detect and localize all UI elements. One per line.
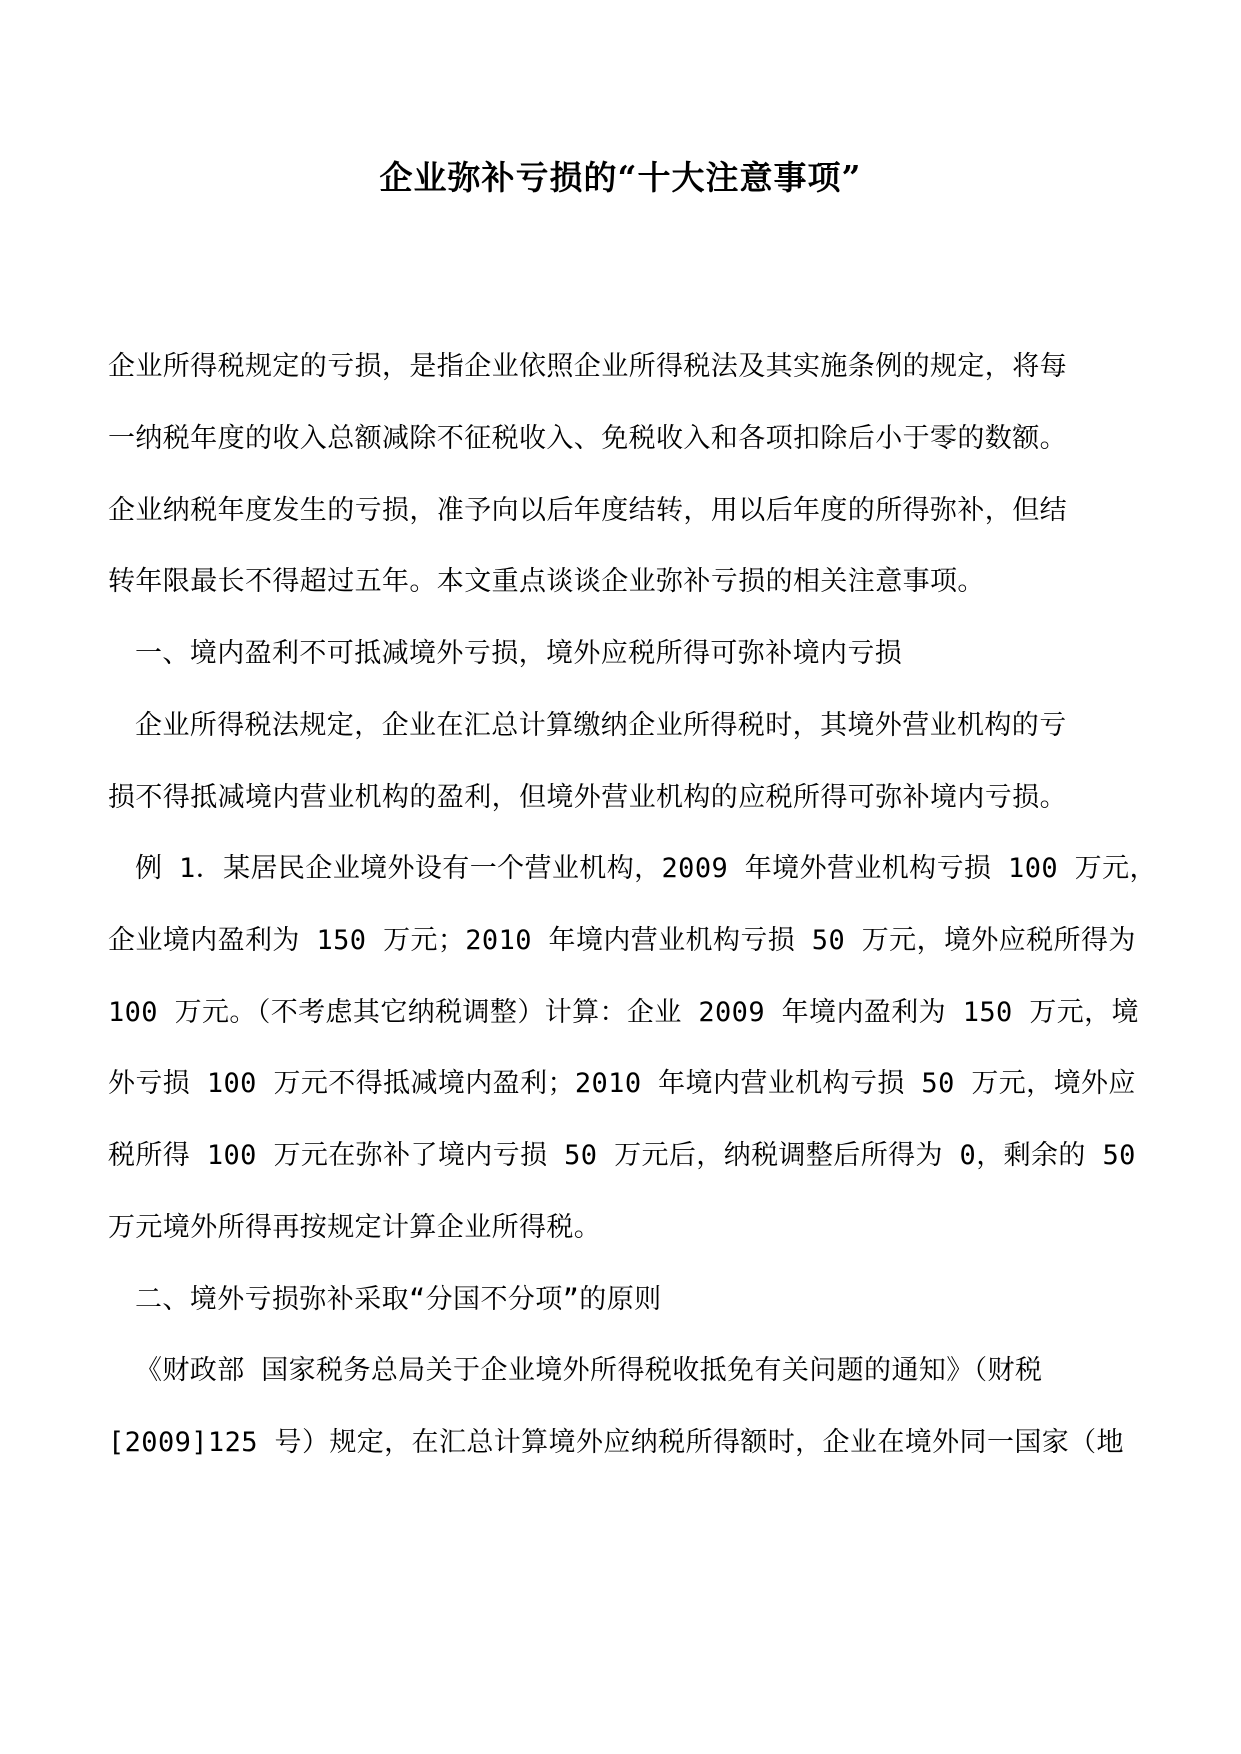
paragraph-line: 转年限最长不得超过五年。本文重点谈谈企业弥补亏损的相关注意事项。 xyxy=(108,566,985,597)
section-heading-1: 一、境内盈利不可抵减境外亏损，境外应税所得可弥补境内亏损 xyxy=(135,638,903,669)
paragraph-line: 企业所得税规定的亏损，是指企业依照企业所得税法及其实施条例的规定，将每 xyxy=(108,351,1067,382)
section-heading-2: 二、境外亏损弥补采取“分国不分项”的原则 xyxy=(135,1284,662,1315)
example-line: 例 1．某居民企业境外设有一个营业机构，2009 年境外营业机构亏损 100 万元， xyxy=(135,853,1157,884)
paragraph-line: 《财政部 国家税务总局关于企业境外所得税收抵免有关问题的通知》（财税 xyxy=(135,1355,1043,1386)
example-line: 企业境内盈利为 150 万元；2010 年境内营业机构亏损 50 万元，境外应税所得为 xyxy=(108,925,1136,956)
example-line: 税所得 100 万元在弥补了境内亏损 50 万元后，纳税调整后所得为 0，剩余的 50 xyxy=(108,1140,1136,1171)
document-title: 企业弥补亏损的“十大注意事项” xyxy=(379,158,862,197)
paragraph-line: 损不得抵减境内营业机构的盈利，但境外营业机构的应税所得可弥补境内亏损。 xyxy=(108,782,1067,813)
paragraph-line: [2009]125 号）规定，在汇总计算境外应纳税所得额时，企业在境外同一国家（地 xyxy=(108,1427,1124,1458)
paragraph-line: 一纳税年度的收入总额减除不征税收入、免税收入和各项扣除后小于零的数额。 xyxy=(108,423,1067,454)
example-line: 外亏损 100 万元不得抵减境内盈利；2010 年境内营业机构亏损 50 万元，境外应 xyxy=(108,1068,1136,1099)
example-line: 万元境外所得再按规定计算企业所得税。 xyxy=(108,1212,602,1243)
paragraph-line: 企业所得税法规定，企业在汇总计算缴纳企业所得税时，其境外营业机构的亏 xyxy=(135,710,1067,741)
example-line: 100 万元。（不考虑其它纳税调整）计算：企业 2009 年境内盈利为 150 万元，境 xyxy=(108,997,1139,1028)
paragraph-line: 企业纳税年度发生的亏损，准予向以后年度结转，用以后年度的所得弥补，但结 xyxy=(108,495,1067,526)
